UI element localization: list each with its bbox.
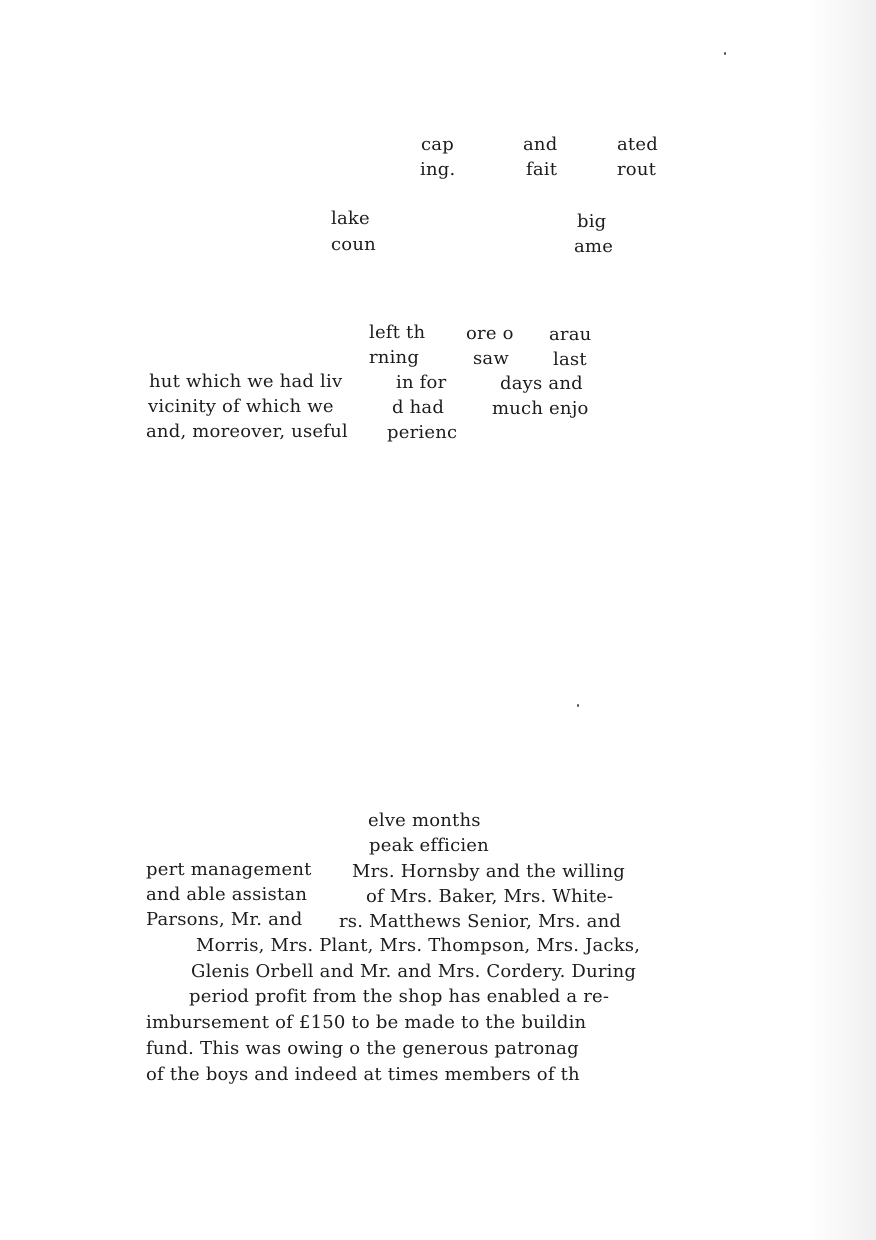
text-fragment: rning <box>369 347 420 368</box>
text-fragment: ated <box>617 134 658 155</box>
text-line: Morris, Mrs. Plant, Mrs. Thompson, Mrs. Jacks, <box>196 935 641 956</box>
text-line: Mrs. Hornsby and the willing <box>352 861 626 882</box>
text-fragment: saw <box>473 348 509 369</box>
text-fragment: and <box>523 134 558 155</box>
text-fragment: last <box>553 349 587 370</box>
text-fragment: days and <box>500 373 583 394</box>
text-fragment: arau <box>549 324 592 345</box>
text-fragment: vicinity of which we <box>148 396 334 417</box>
text-fragment: ore o <box>466 323 514 344</box>
text-line: imbursement of £150 to be made to the buildin <box>146 1012 587 1033</box>
text-line: and able assistan <box>146 884 308 905</box>
scan-speck <box>577 704 579 707</box>
text-fragment: lake <box>331 208 370 229</box>
text-fragment: big <box>577 211 607 232</box>
text-fragment: fait <box>526 159 558 180</box>
scan-speck <box>724 52 726 55</box>
text-line: pert management <box>146 859 312 880</box>
text-line: Parsons, Mr. and <box>146 909 303 930</box>
text-line: fund. This was owing o the generous patronag <box>146 1038 579 1059</box>
text-fragment: cap <box>421 134 454 155</box>
text-line: peak efficien <box>369 835 489 856</box>
text-line: of Mrs. Baker, Mrs. White- <box>366 886 614 907</box>
text-fragment: rout <box>617 159 657 180</box>
text-line: Glenis Orbell and Mr. and Mrs. Cordery. During <box>191 961 637 982</box>
text-line: elve months <box>368 810 481 831</box>
scan-edge-shadow <box>806 0 876 1240</box>
text-line: period profit from the shop has enabled a re- <box>189 986 610 1007</box>
text-fragment: much enjo <box>492 398 589 419</box>
text-line: of the boys and indeed at times members of th <box>146 1064 580 1085</box>
text-fragment: perienc <box>387 422 458 443</box>
text-fragment: ame <box>574 236 614 257</box>
text-fragment: d had <box>392 397 445 418</box>
text-fragment: in for <box>396 372 447 393</box>
text-fragment: and, moreover, useful <box>146 421 348 442</box>
text-line: rs. Matthews Senior, Mrs. and <box>339 911 622 932</box>
text-fragment: coun <box>331 234 376 255</box>
text-fragment: hut which we had liv <box>149 371 343 392</box>
text-fragment: left th <box>369 322 426 343</box>
text-fragment: ing. <box>420 159 456 180</box>
